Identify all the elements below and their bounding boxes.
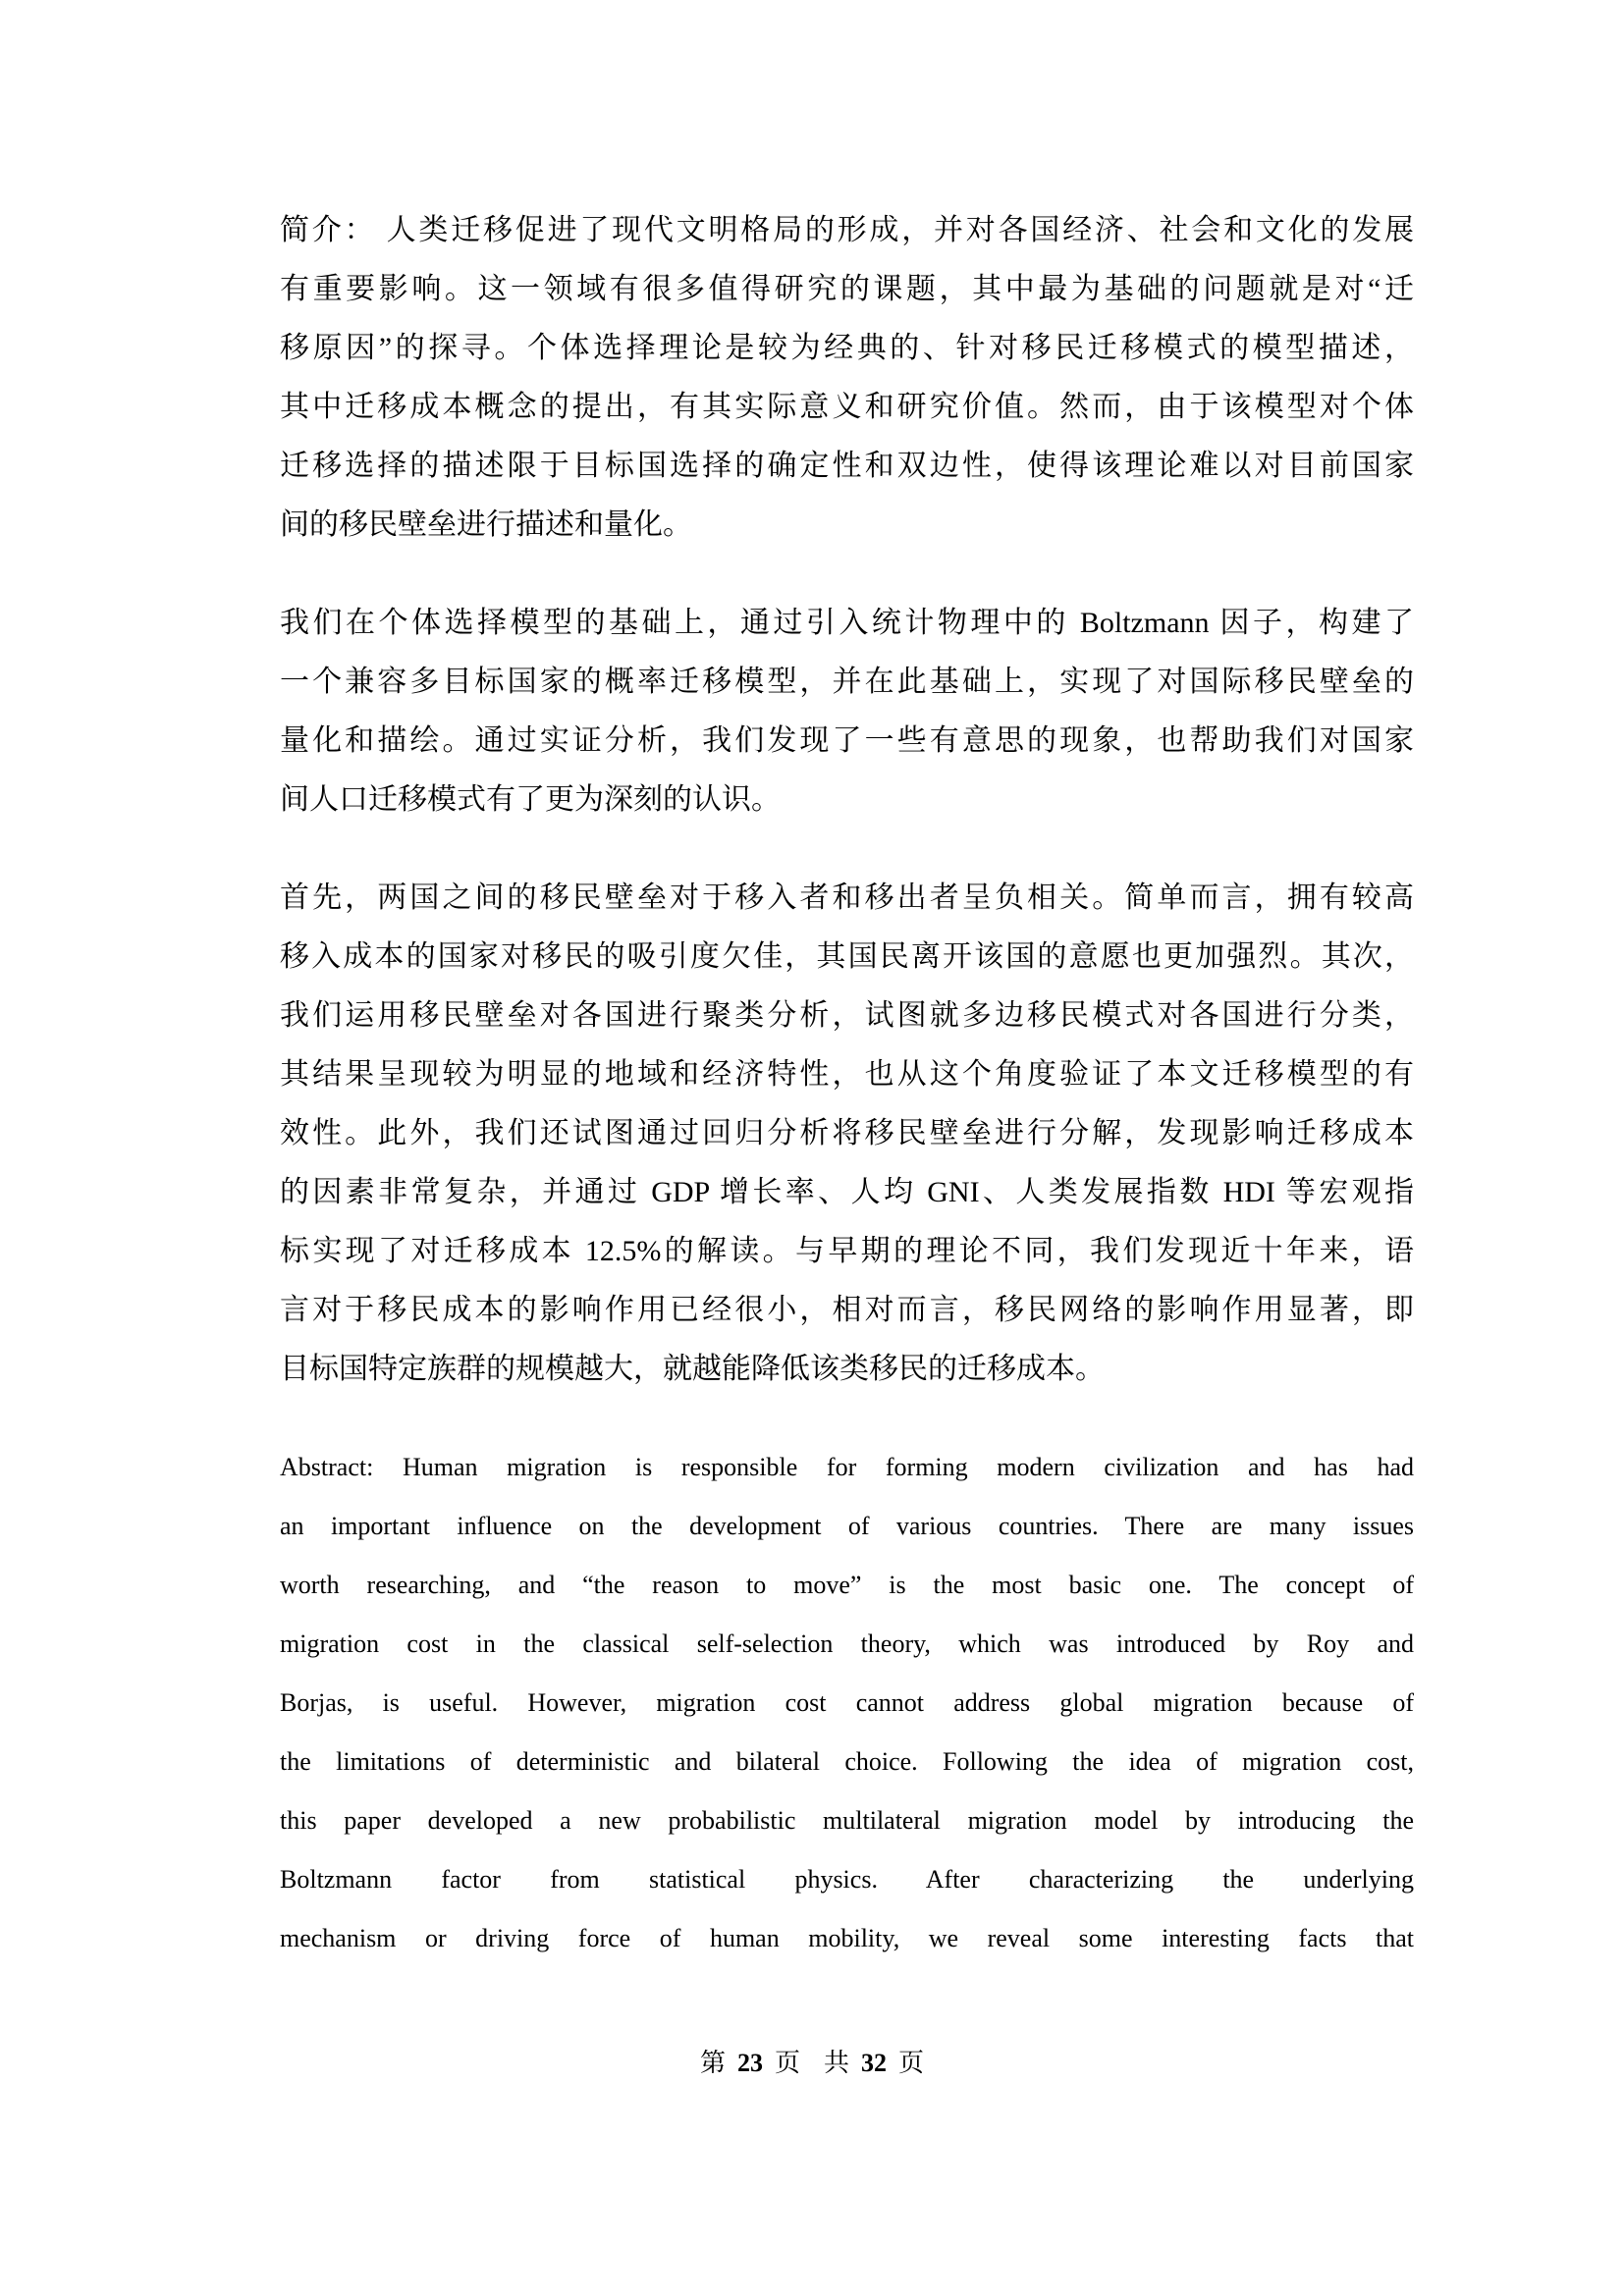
paragraph-model-zh xyxy=(280,594,1414,829)
text-line: 间人口迁移模式有了更为深刻的认识。 xyxy=(280,783,781,816)
footer-label-page-unit: 页 xyxy=(774,2049,800,2077)
text-line: 迁移选择的描述限于目标国选择的确定性和双边性，使得该理论难以对目前国家 xyxy=(280,450,1414,482)
text-line: worth researching, and “the reason to move” is the most basic one. The concept of xyxy=(280,1571,1414,1599)
text-line: 移入成本的国家对移民的吸引度欠佳，其国民离开该国的意愿也更加强烈。其次， xyxy=(280,940,1414,973)
text-line: mechanism or driving force of human mobility, we reveal some interesting facts that xyxy=(280,1924,1414,1952)
text-line: 的因素非常复杂，并通过 GDP 增长率、人均 GNI、人类发展指数 HDI 等宏观指 xyxy=(280,1176,1414,1208)
footer-current-page-number: 23 xyxy=(736,2049,763,2077)
text-line: this paper developed a new probabilistic multilateral migration model by introducing the xyxy=(280,1806,1414,1835)
text-line: 间的移民壁垒进行描述和量化。 xyxy=(280,508,692,541)
text-line: migration cost in the classical self-selection theory, which was introduced by Roy and xyxy=(280,1629,1414,1658)
text-line: 我们运用移民壁垒对各国进行聚类分析，试图就多边移民模式对各国进行分类， xyxy=(280,999,1414,1032)
paragraph-findings-zh xyxy=(280,869,1414,1399)
text-line: 量化和描绘。通过实证分析，我们发现了一些有意思的现象，也帮助我们对国家 xyxy=(280,724,1414,757)
text-line: Boltzmann factor from statistical physics. After characterizing the underlying xyxy=(280,1865,1414,1894)
text-line: 其中迁移成本概念的提出，有其实际意义和研究价值。然而，由于该模型对个体 xyxy=(280,391,1414,423)
text-line: 首先，两国之间的移民壁垒对于移入者和移出者呈负相关。简单而言，拥有较高 xyxy=(280,881,1414,914)
text-line: 言对于移民成本的影响作用已经很小，相对而言，移民网络的影响作用显著，即 xyxy=(280,1294,1414,1326)
footer-label-prefix: 第 xyxy=(699,2049,726,2077)
footer-total-page-number: 32 xyxy=(861,2049,888,2077)
text-line: 移原因”的探寻。个体选择理论是较为经典的、针对移民迁移模式的模型描述， xyxy=(280,332,1414,364)
text-line: Abstract: Human migration is responsible for forming modern civilization and has had xyxy=(280,1453,1414,1481)
text-line: 标实现了对迁移成本 12.5%的解读。与早期的理论不同，我们发现近十年来，语 xyxy=(280,1235,1414,1267)
text-line: the limitations of deterministic and bilateral choice. Following the idea of migration cost, xyxy=(280,1747,1414,1776)
paragraph-abstract-en xyxy=(280,1438,1414,1968)
text-line: 有重要影响。这一领域有很多值得研究的课题，其中最为基础的问题就是对“迁 xyxy=(280,273,1414,305)
page-footer xyxy=(0,2044,1624,2083)
text-line: an important influence on the development of various countries. There are many issues xyxy=(280,1512,1414,1540)
page-body-text xyxy=(280,201,1414,2007)
paragraph-intro-zh xyxy=(280,201,1414,555)
footer-label-total-unit: 页 xyxy=(898,2049,925,2077)
text-line: 效性。此外，我们还试图通过回归分析将移民壁垒进行分解，发现影响迁移成本 xyxy=(280,1117,1414,1149)
text-line: 一个兼容多目标国家的概率迁移模型，并在此基础上，实现了对国际移民壁垒的 xyxy=(280,666,1414,698)
footer-label-total: 共 xyxy=(824,2049,850,2077)
text-line: 我们在个体选择模型的基础上，通过引入统计物理中的 Boltzmann 因子，构建了 xyxy=(280,607,1414,639)
text-line: 其结果呈现较为明显的地域和经济特性，也从这个角度验证了本文迁移模型的有 xyxy=(280,1058,1414,1091)
text-line: 目标国特定族群的规模越大，就越能降低该类移民的迁移成本。 xyxy=(280,1353,1105,1385)
text-line: Borjas, is useful. However, migration cost cannot address global migration because of xyxy=(280,1688,1414,1717)
text-line: 简介： 人类迁移促进了现代文明格局的形成，并对各国经济、社会和文化的发展 xyxy=(280,214,1414,246)
